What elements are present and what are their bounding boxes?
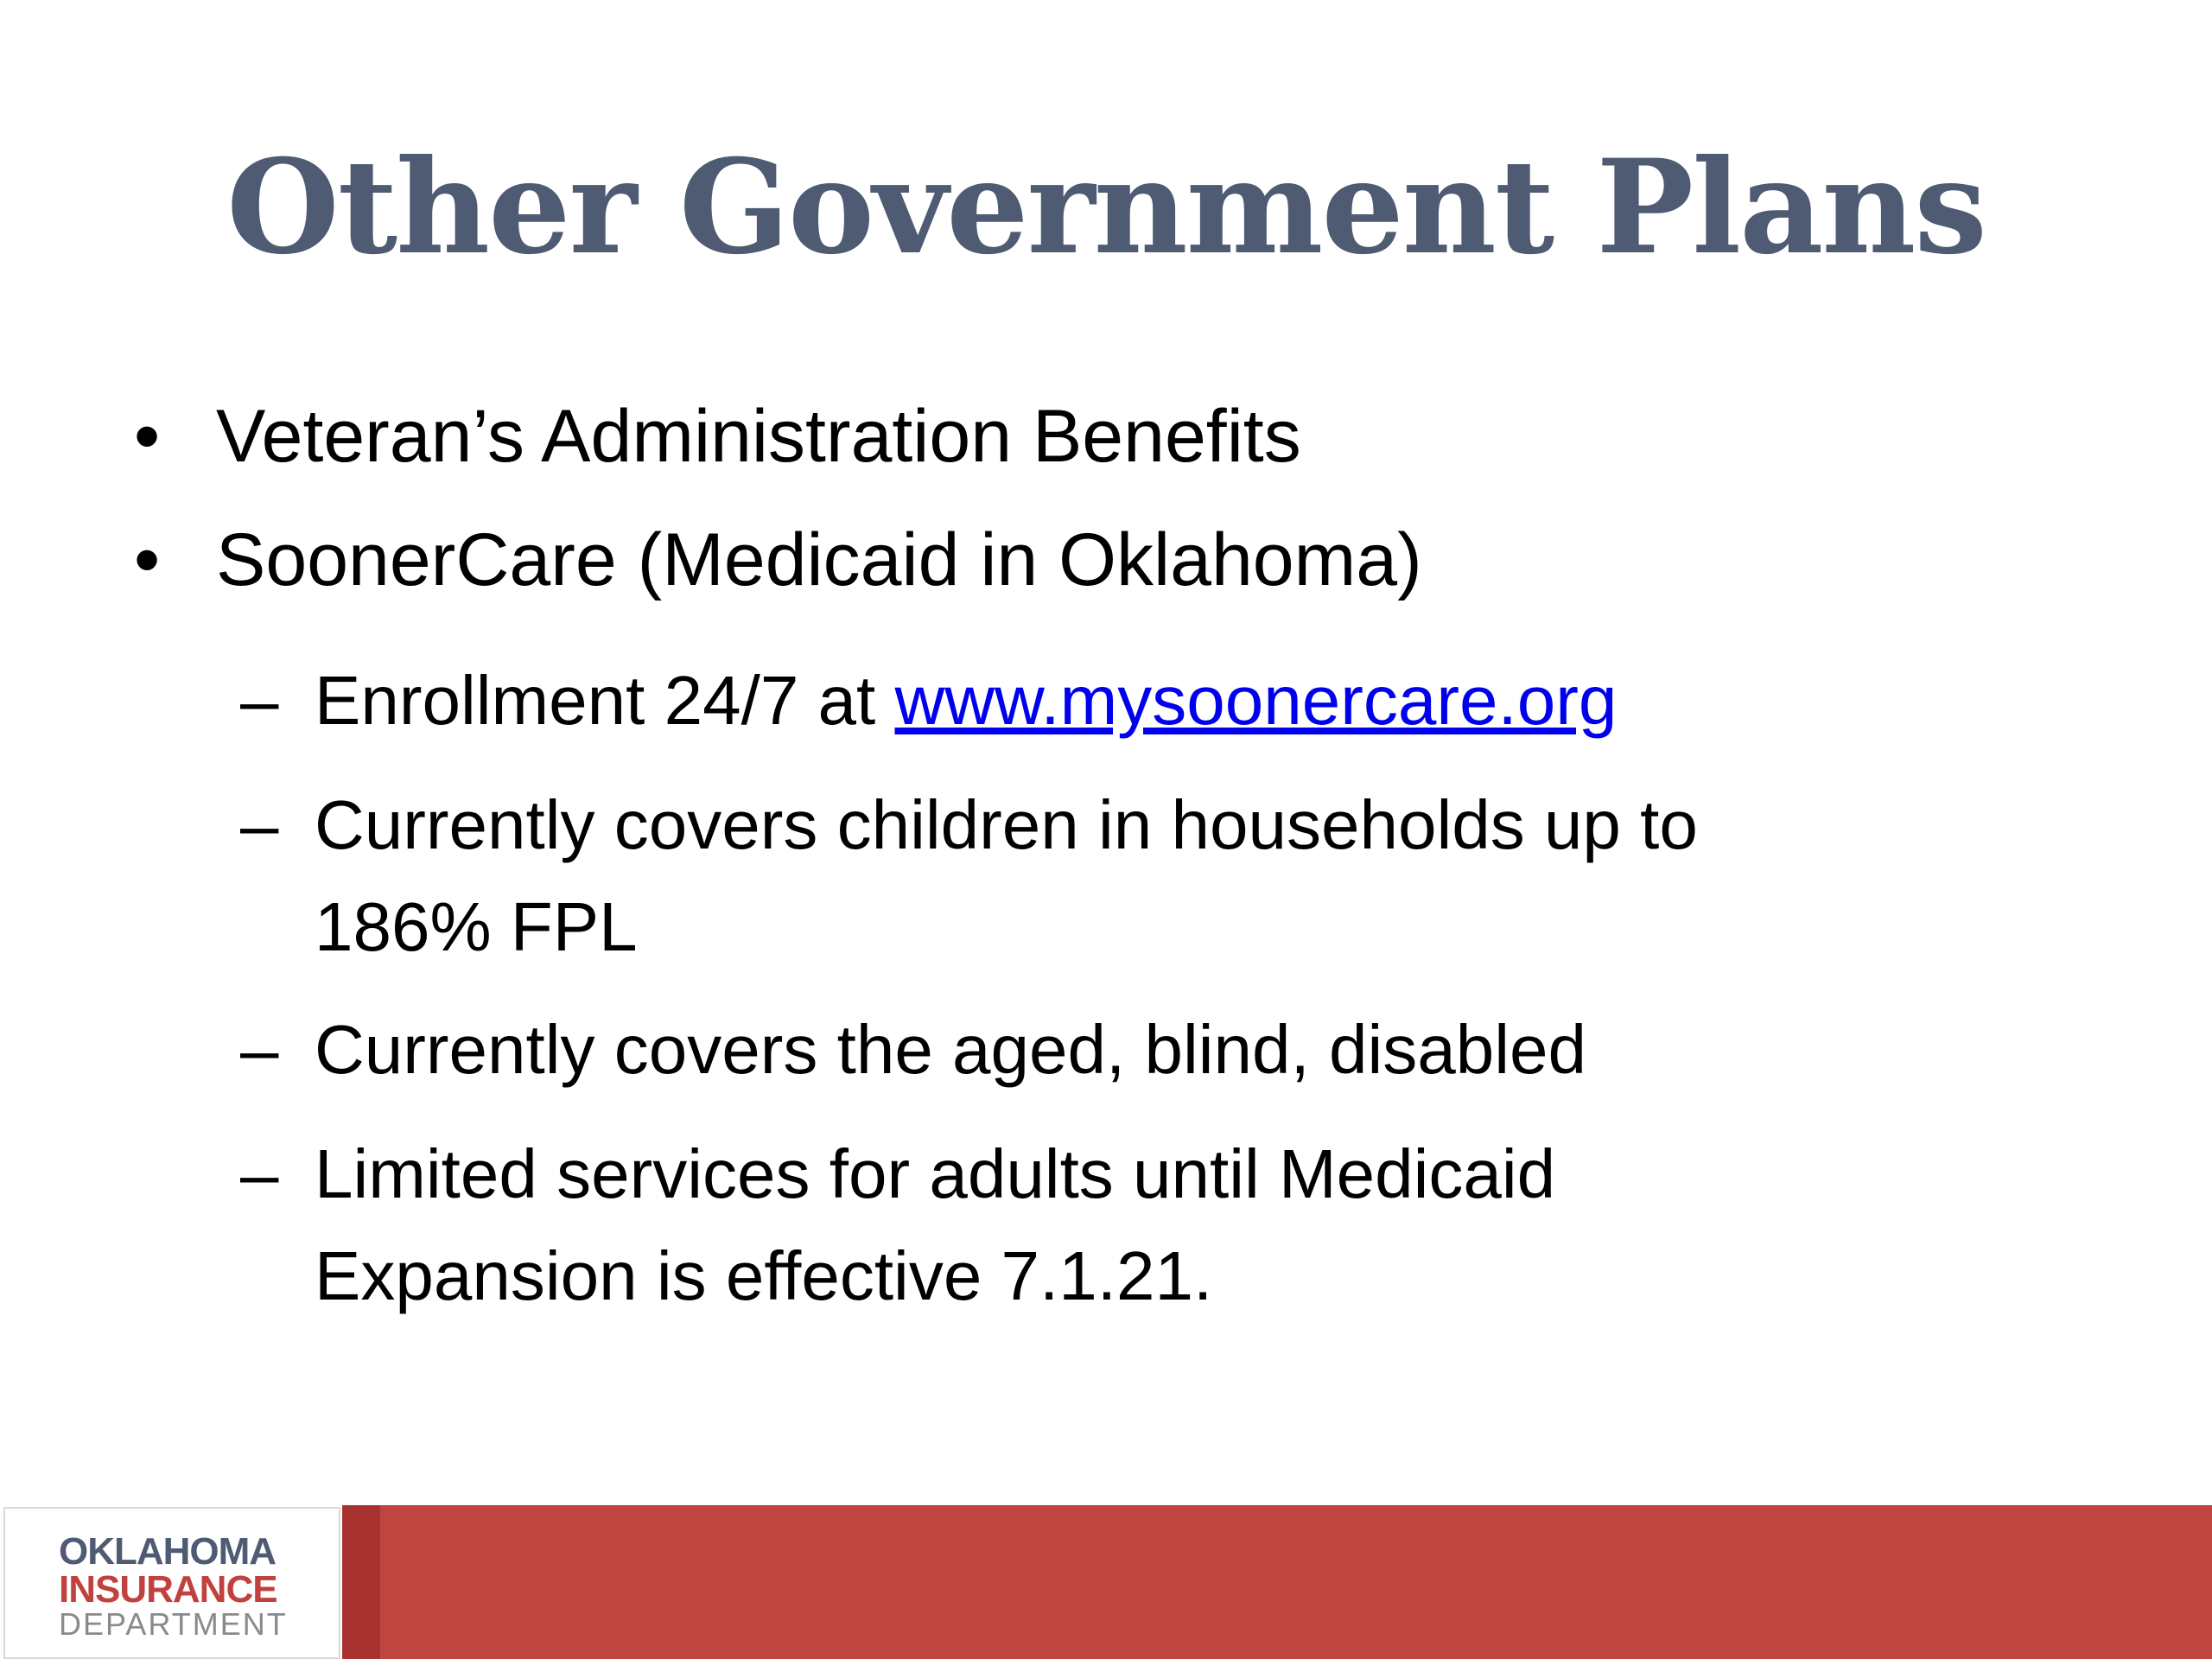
bullet-text: SoonerCare (Medicaid in Oklahoma) (216, 518, 1422, 601)
sub-bullet-text (315, 650, 1617, 752)
sub-bullet-text-line1: Currently covers children in households up to (315, 786, 1698, 863)
soonercare-link[interactable]: www.mysoonercare.org (894, 662, 1618, 739)
bullet-marker: • (133, 518, 161, 601)
sub-bullet-marker: – (240, 1135, 279, 1212)
bullet-text: Veteran’s Administration Benefits (216, 395, 1301, 478)
logo-line-department: DEPARTMENT (59, 1606, 288, 1642)
sub-bullet-text-line2: 186% FPL (315, 888, 638, 965)
sub-bullet-marker: – (240, 786, 279, 863)
enrollment-text: Enrollment 24/7 at (315, 662, 895, 739)
sub-bullet-marker: – (240, 1011, 279, 1088)
sub-bullet-marker: – (240, 662, 279, 739)
sub-bullet-text-line2: Expansion is effective 7.1.21. (315, 1237, 1213, 1314)
footer-bar (0, 1505, 2212, 1659)
sub-bullet-text-line1: Limited services for adults until Medicaid (315, 1135, 1556, 1212)
logo-line-oklahoma: OKLAHOMA (59, 1530, 276, 1573)
footer-red-band (380, 1505, 2212, 1659)
logo-line-insurance: INSURANCE (59, 1568, 277, 1611)
oid-logo (3, 1507, 340, 1659)
footer-accent-stripe (342, 1505, 380, 1659)
bullet-marker: • (133, 395, 161, 478)
sub-bullet-text: Currently covers the aged, blind, disabled (315, 1011, 1586, 1088)
slide-title: Other Government Plans (226, 131, 1986, 283)
